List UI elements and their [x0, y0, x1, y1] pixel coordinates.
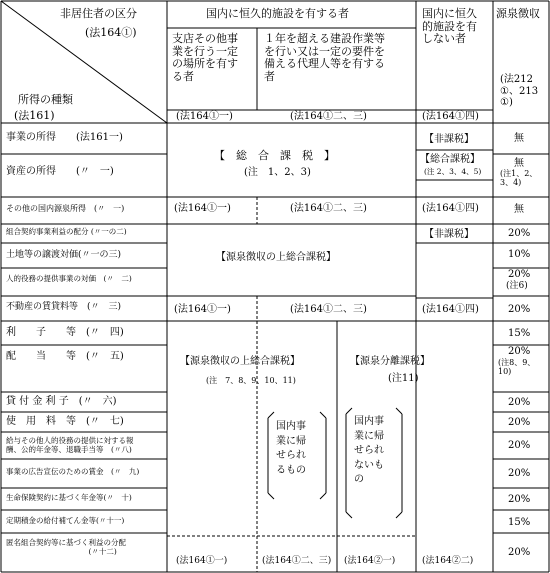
row-label: 定期積金の給付補てん金等(〃十一)	[6, 516, 125, 525]
row-label: 配 当 等 (〃 五)	[6, 351, 124, 362]
row-label: 不動産の賃貸料等 (〃 三)	[6, 302, 122, 312]
rate-note: (注6)	[506, 281, 528, 291]
header-ref-construction: (法164①二、三)	[290, 111, 367, 122]
header-nonresident-class: 非居住者の区分	[60, 7, 137, 20]
withholding-general2-note: (注 7、8、9、10、11)	[206, 376, 296, 385]
attributable-box: 国内事 業に帰 せられ るもの	[276, 421, 306, 476]
header-income-type-ref: (法161)	[14, 109, 55, 122]
rate-value: 20%	[508, 494, 531, 505]
header-no-pe: 国内に恒久 的施設を有 しない者	[422, 7, 477, 46]
withholding-separate-label: 【源泉分離課税】	[350, 356, 430, 367]
rate-value: 15%	[508, 328, 531, 339]
cell-ref-construction-2: (法164①二、三)	[290, 304, 367, 315]
header-withholding-ref: (法212 ①、213 ①)	[500, 74, 539, 108]
header-construction: １年を超える建設作業等 を行い又は一定の要件を 備える代理人等を有する 者	[264, 32, 385, 83]
rate-value: 無	[514, 133, 524, 144]
nontaxable-label: 【非課税】	[424, 134, 474, 145]
rate-value: 20%	[508, 228, 531, 239]
header-nonresident-class-ref: (法164①)	[85, 26, 137, 39]
header-income-type: 所得の種類	[18, 93, 73, 106]
row-label: その他の国内源泉所得 (〃 一)	[6, 204, 125, 213]
rate-value: 無	[514, 204, 524, 215]
row-label: 組合契約事業利益の配分 (〃一の二)	[6, 227, 127, 236]
cell-ref-b3: (法164②一)	[344, 556, 396, 566]
rate-value: 20%	[508, 269, 531, 280]
row-label: 匿名組合契約等に基づく利益の分配 (〃十二)	[6, 538, 126, 556]
row-label: 給与その他人的役務の提供に対する報 酬、公的年金等、退職手当等 (〃八)	[6, 436, 134, 454]
rate-note: (注1、2、 3、4)	[500, 169, 538, 188]
withholding-general2-label: 【源泉徴収の上総合課税】	[180, 356, 300, 367]
rate-value: 20%	[508, 440, 531, 451]
row-label: 貸 付 金 利 子 (〃 六)	[6, 396, 117, 407]
cell-ref-construction: (法164①二、三)	[290, 203, 367, 214]
cell-ref-b1: (法164①一)	[176, 556, 228, 566]
withholding-general-label: 【源泉徴収の上総合課税】	[216, 252, 336, 263]
header-pe-domestic: 国内に恒久的施設を有する者	[206, 7, 349, 20]
row-label: 使 用 料 等 (〃 七)	[6, 416, 124, 427]
header-branch: 支店その他事 業を行う一定 の場所を有す る者	[172, 32, 238, 83]
cell-ref-b4: (法164②二)	[422, 556, 474, 566]
cell-ref-nope-2: (法164①四)	[422, 304, 479, 315]
not-attributable-box: 国内事 業に帰 せられ ないも の	[354, 416, 384, 485]
row-label: 人的役務の提供事業の対価 (〃 二)	[6, 274, 132, 283]
nontaxable2-label: 【非課税】	[424, 229, 474, 240]
header-ref-branch: (法164①一)	[176, 111, 233, 122]
general-tax-note: (注 1、2、3)	[244, 167, 311, 178]
header-ref-nope: (法164①四)	[422, 111, 479, 122]
rate-value: 20%	[508, 397, 531, 408]
general-tax-label: 【 総 合 課 税 】	[214, 149, 335, 162]
row-label: 事業の広告宣伝のための賞金 (〃 九)	[6, 467, 140, 476]
rate-note: (注8、9、 10)	[498, 358, 536, 377]
cell-ref-branch-2: (法164①一)	[174, 304, 231, 315]
cell-ref-branch: (法164①一)	[174, 203, 231, 214]
general-tax-small-note: (注 2、3、4、5)	[424, 167, 482, 176]
header-withholding: 源泉徴収	[496, 7, 540, 20]
rate-value: 15%	[508, 517, 531, 528]
rate-value: 20%	[508, 547, 531, 558]
rate-value: 20%	[508, 468, 531, 479]
row-label: 生命保険契約に基づく年金等(〃 十)	[6, 493, 132, 502]
row-label: 資産の所得 (〃 一)	[6, 166, 114, 177]
rate-value: 20%	[508, 417, 531, 428]
cell-ref-b2: (法164①二、三)	[262, 556, 332, 566]
row-label: 事業の所得 (法161一)	[6, 132, 123, 143]
rate-value: 無	[514, 158, 524, 169]
cell-ref-nope: (法164①四)	[422, 203, 479, 214]
rate-value: 20%	[508, 346, 531, 357]
row-label: 利 子 等 (〃 四)	[6, 327, 124, 338]
row-label: 土地等の譲渡対価(〃一の三)	[6, 250, 122, 260]
rate-value: 20%	[508, 304, 531, 315]
withholding-separate-note: (注11)	[388, 373, 419, 384]
general-tax-small-label: 【総合課税】	[420, 154, 480, 165]
rate-value: 10%	[508, 249, 531, 260]
